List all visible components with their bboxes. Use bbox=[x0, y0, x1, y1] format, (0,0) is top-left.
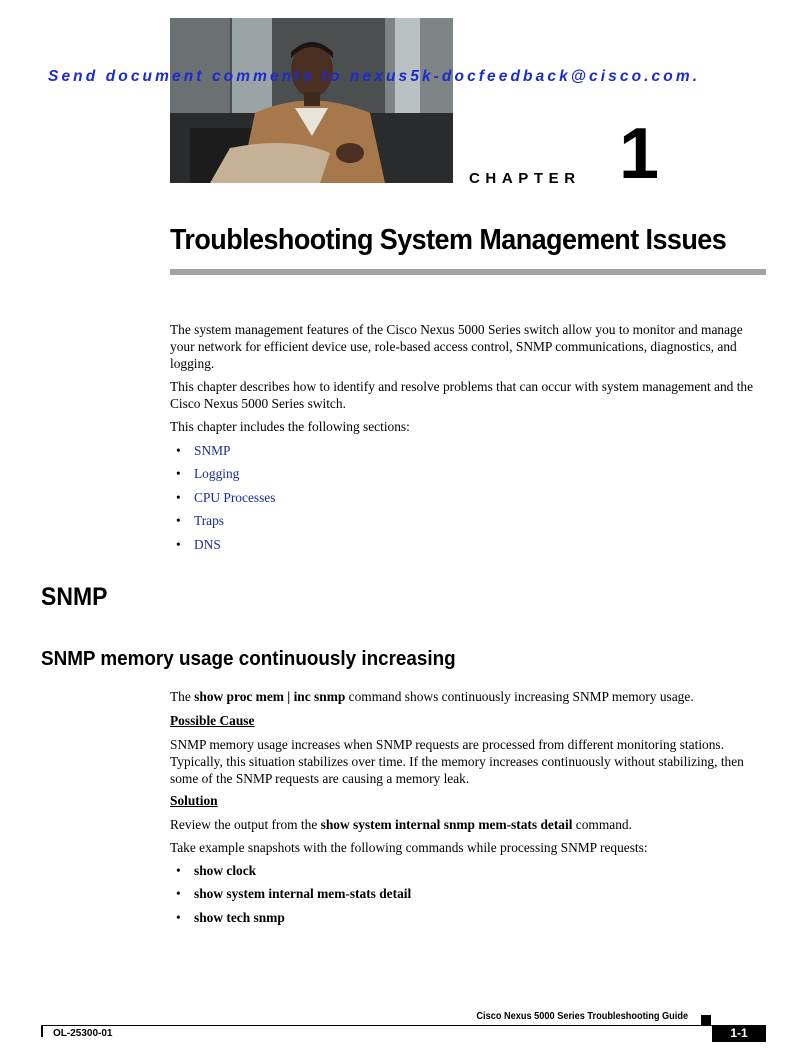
chapter-number: 1 bbox=[619, 114, 660, 194]
intro-paragraph-3: This chapter includes the following sections: bbox=[170, 419, 410, 434]
bullet-icon: • bbox=[176, 863, 181, 878]
title-rule bbox=[170, 269, 766, 275]
bullet-icon: • bbox=[176, 536, 181, 552]
bullet-icon: • bbox=[176, 489, 181, 505]
command-text: show clock bbox=[194, 863, 257, 878]
bullet-icon: • bbox=[176, 466, 181, 482]
possible-cause-label: Possible Cause bbox=[170, 713, 255, 728]
chapter-label: CHAPTER bbox=[469, 170, 581, 187]
section-heading-snmp: SNMP bbox=[41, 583, 108, 611]
feedback-banner[interactable]: Send document comments to nexus5k-docfeedback@cisco.com. bbox=[48, 68, 701, 85]
command-text: show proc mem | inc snmp bbox=[194, 689, 346, 704]
list-item bbox=[176, 489, 275, 512]
text-run: command shows continuously increasing SNMP memory usage. bbox=[345, 689, 694, 704]
bullet-icon: • bbox=[176, 443, 181, 458]
intro-paragraph-2: This chapter describes how to identify and resolve problems that can occur with system management and the Cisco Nexus 5000 Series switch. bbox=[170, 379, 754, 411]
section-link-cpu-processes[interactable]: CPU Processes bbox=[194, 489, 276, 505]
solution-label: Solution bbox=[170, 793, 218, 808]
subsection-heading: SNMP memory usage continuously increasing bbox=[41, 647, 456, 670]
text-run: The bbox=[170, 689, 195, 704]
bullet-icon: • bbox=[176, 513, 181, 529]
bullet-icon: • bbox=[176, 886, 181, 902]
page-title: Troubleshooting System Management Issues bbox=[170, 224, 727, 256]
list-item bbox=[176, 465, 275, 488]
intro-paragraph-1: The system management features of the Cisco Nexus 5000 Series switch allow you to monitor and manage your network for efficient device use, role-based access control, SNMP communications, diagnostics, and logging. bbox=[170, 322, 743, 371]
footer-tick bbox=[41, 1025, 43, 1037]
command-text: show tech snmp bbox=[194, 909, 285, 925]
list-item bbox=[176, 909, 411, 932]
command-list bbox=[176, 862, 411, 932]
solution-paragraph-2: Take example snapshots with the following commands while processing SNMP requests: bbox=[170, 840, 648, 855]
section-list bbox=[176, 442, 275, 559]
bullet-icon: • bbox=[176, 909, 181, 925]
section-link-snmp[interactable]: SNMP bbox=[194, 443, 231, 458]
section-link-logging[interactable]: Logging bbox=[194, 466, 240, 482]
list-item bbox=[176, 512, 275, 535]
list-item bbox=[176, 862, 411, 885]
solution-paragraph-1 bbox=[170, 816, 766, 833]
command-text: show system internal mem-stats detail bbox=[194, 886, 412, 902]
chapter-photo bbox=[170, 18, 453, 183]
page-number: 1-1 bbox=[712, 1025, 766, 1042]
footer-rule bbox=[41, 1025, 766, 1026]
footer-guide-title: Cisco Nexus 5000 Series Troubleshooting Guide bbox=[476, 1011, 688, 1022]
list-item bbox=[176, 885, 411, 908]
section-link-dns[interactable]: DNS bbox=[194, 536, 221, 552]
list-item bbox=[176, 536, 275, 559]
section-link-traps[interactable]: Traps bbox=[194, 513, 225, 529]
command-text: show system internal snmp mem-stats detail bbox=[320, 817, 573, 832]
possible-cause-text: SNMP memory usage increases when SNMP requests are processed from different monitoring stations. Typically, this situation stabilizes over time. If the memory increases continuously without stabilizing, then some of the SNMP requests are causing a memory leak. bbox=[170, 737, 744, 786]
footer-doc-number: OL-25300-01 bbox=[53, 1028, 113, 1039]
text-run: Review the output from the bbox=[170, 817, 321, 832]
footer-marker bbox=[701, 1015, 711, 1025]
snmp-paragraph-1 bbox=[170, 688, 766, 705]
list-item bbox=[176, 442, 275, 465]
text-run: command. bbox=[572, 817, 632, 832]
